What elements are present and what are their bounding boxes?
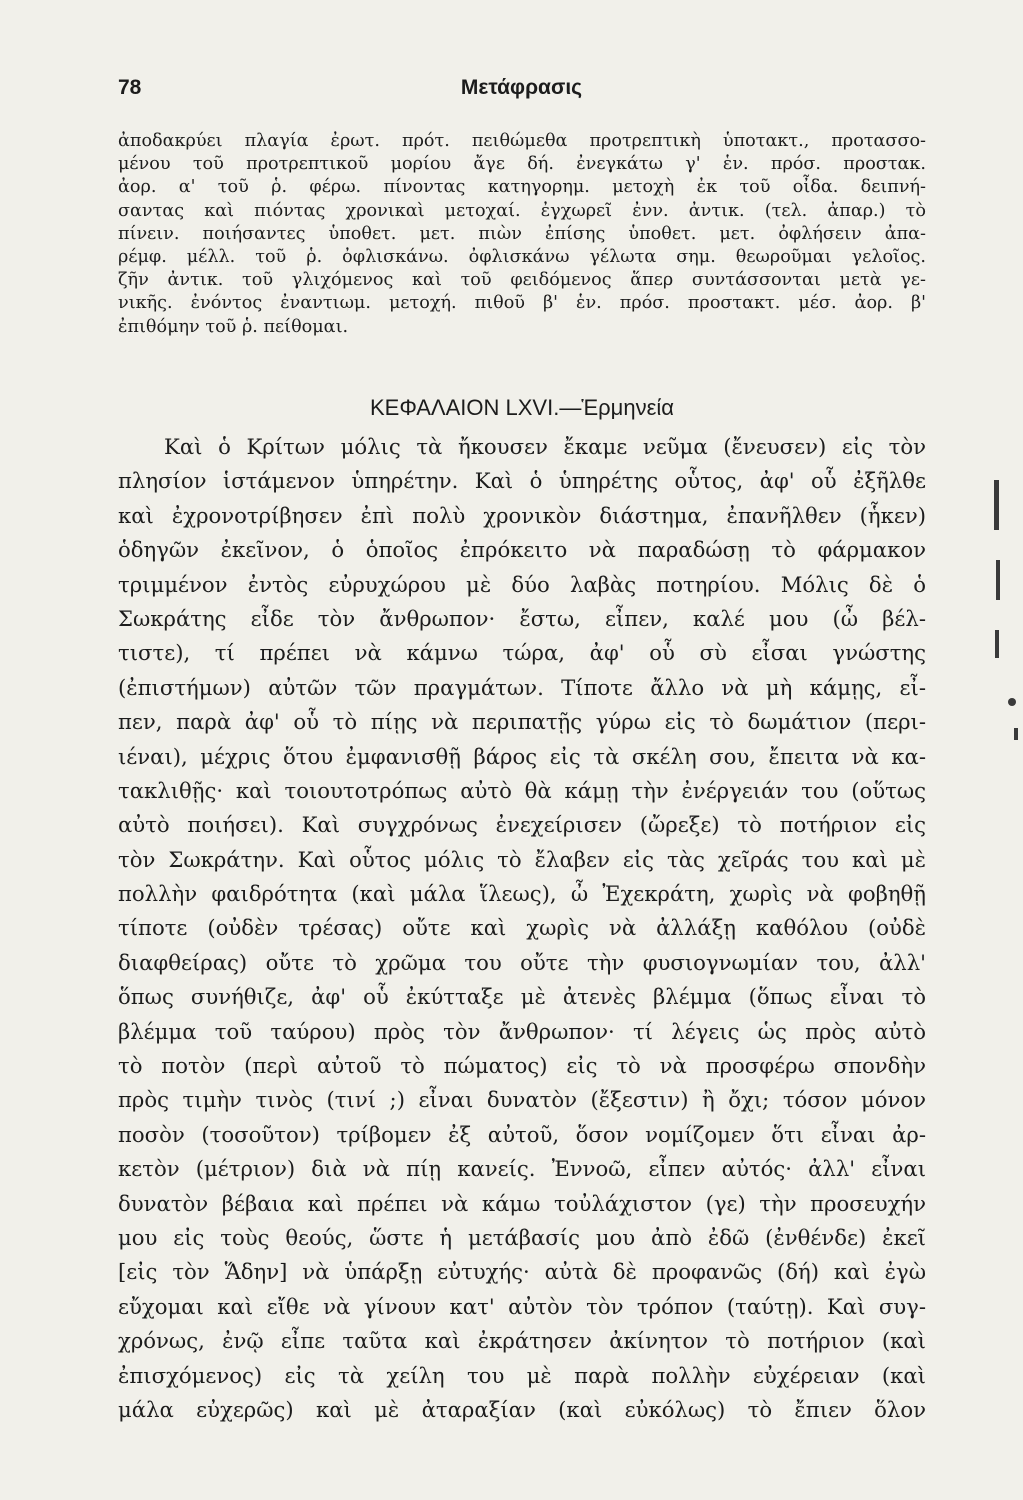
text-line: τριμμένον ἐντὸς εὐρυχώρου μὲ δύο λαβὰς ποτηρίου. Μόλις δὲ ὁ <box>118 571 926 597</box>
note-line: μένου τοῦ προτρεπτικοῦ μορίου ἄγε δή. ἐνεγκάτω γ' ἑν. πρόσ. προστακ. <box>118 154 926 175</box>
text-line: πολλὴν φαιδρότητα (καὶ μάλα ἵλεως), ὦ Ἐχεκράτη, χωρὶς νὰ φοβηθῇ <box>118 881 926 907</box>
running-title: Μετάφρασις <box>460 76 583 99</box>
text-line: εὔχομαι καὶ εἴθε νὰ γίνουν κατ' αὐτὸν τὸν τρόπον (ταύτῃ). Καὶ συγ- <box>118 1293 926 1319</box>
scan-mark <box>1014 728 1018 740</box>
note-line: σαντας καὶ πιόντας χρονικαὶ μετοχαί. ἐγχωρεῖ ἐνν. ἀντικ. (τελ. ἀπαρ.) τὸ <box>118 200 926 221</box>
text-line: [εἰς τὸν Ἅδην] νὰ ὑπάρξῃ εὐτυχής· αὐτὰ δὲ προφανῶς (δή) καὶ ἐγὼ <box>118 1259 926 1285</box>
text-line: τὸν Σωκράτην. Καὶ οὗτος μόλις τὸ ἔλαβεν εἰς τὰς χεῖράς του καὶ μὲ <box>118 846 926 872</box>
grammar-notes <box>118 130 926 339</box>
text-line: (ἐπιστήμων) αὐτῶν τῶν πραγμάτων. Τίποτε ἄλλο νὰ μὴ κάμῃς, εἶ- <box>118 674 926 700</box>
text-line: Καὶ ὁ Κρίτων μόλις τὰ ἤκουσεν ἔκαμε νεῦμα (ἔνευσεν) εἰς τὸν <box>164 434 926 459</box>
text-line: ἐπισχόμενος) εἰς τὰ χείλη του μὲ παρὰ πολλὴν εὐχέρειαν (καὶ <box>118 1362 926 1388</box>
text-line: Σωκράτης εἶδε τὸν ἄνθρωπον· ἔστω, εἶπεν, καλέ μου (ὦ βέλ- <box>118 605 926 631</box>
chapter-title: ΚΕΦΑΛΑΙΟΝ LXVI.—Ἑρμηνεία <box>369 395 674 420</box>
text-line: τιστε), τί πρέπει νὰ κάμνω τώρα, ἀφ' οὗ σὺ εἶσαι γνώστης <box>118 640 926 666</box>
scan-mark <box>994 480 999 530</box>
note-line: πίνειν. ποιήσαντες ὑποθετ. μετ. πιὼν ἐπίσης ὑποθετ. μετ. ὀφλήσειν ἀπα- <box>118 223 926 244</box>
text-line: διαφθείρας) οὔτε τὸ χρῶμα του οὔτε τὴν φυσιογνωμίαν του, ἀλλ' <box>118 949 926 975</box>
page-number: 78 <box>118 76 142 99</box>
scan-mark <box>995 630 999 658</box>
text-line: πλησίον ἱστάμενον ὑπηρέτην. Καὶ ὁ ὑπηρέτης οὗτος, ἀφ' οὗ ἐξῆλθε <box>118 468 926 494</box>
text-line: τακλιθῇς· καὶ τοιουτοτρόπως αὐτὸ θὰ κάμῃ τὴν ἐνέργειάν του (οὕτως <box>118 777 926 803</box>
text-line: βλέμμα τοῦ ταύρου) πρὸς τὸν ἄνθρωπον· τί λέγεις ὡς πρὸς αὐτὸ <box>118 1018 926 1044</box>
text-line: ὁδηγῶν ἐκεῖνον, ὁ ὁποῖος ἐπρόκειτο νὰ παραδώσῃ τὸ φάρμακον <box>118 537 926 563</box>
margin-scan-marks <box>980 460 1020 760</box>
scan-mark <box>996 560 1000 600</box>
text-line: μου εἰς τοὺς θεούς, ὥστε ἡ μετάβασίς μου ἀπὸ ἐδῶ (ἐνθένδε) ἐκεῖ <box>118 1224 926 1250</box>
text-line: τίποτε (οὐδὲν τρέσας) οὔτε καὶ χωρὶς νὰ ἀλλάξῃ καθόλου (οὐδὲ <box>118 915 926 941</box>
text-line: ὅπως συνήθιζε, ἀφ' οὗ ἐκύτταξε μὲ ἀτενὲς βλέμμα (ὅπως εἶναι τὸ <box>118 984 926 1010</box>
scan-mark <box>1008 698 1016 706</box>
text-line: ποσὸν (τοσοῦτον) τρίβομεν ἐξ αὐτοῦ, ὅσον νομίζομεν ὅτι εἶναι ἀρ- <box>118 1121 926 1147</box>
text-line: πρὸς τιμὴν τινὸς (τινί ;) εἶναι δυνατὸν (ἔξεστιν) ἢ ὄχι; τόσον μόνον <box>118 1087 926 1113</box>
note-line: ρέμφ. μέλλ. τοῦ ῥ. ὀφλισκάνω. ὀφλισκάνω γέλωτα σημ. θεωροῦμαι γελοῖος. <box>118 246 926 267</box>
translation-text <box>118 430 926 1427</box>
text-line: κετὸν (μέτριον) διὰ νὰ πίῃ κανείς. Ἐννοῶ, εἶπεν αὐτός· ἀλλ' εἶναι <box>118 1156 926 1182</box>
text-line: πεν, παρὰ ἀφ' οὗ τὸ πίῃς νὰ περιπατῇς γύρω εἰς τὸ δωμάτιον (περι- <box>118 709 926 735</box>
note-line: νικῆς. ἐνόντος ἐναντιωμ. μετοχή. πιθοῦ β' ἑν. πρόσ. προστακτ. μέσ. ἀορ. β' <box>118 293 926 314</box>
text-line: αὐτὸ ποιήσει). Καὶ συγχρόνως ἐνεχείρισεν (ὤρεξε) τὸ ποτήριον εἰς <box>118 812 926 838</box>
note-line: ἀποδακρύει πλαγία ἐρωτ. πρότ. πειθώμεθα προτρεπτικὴ ὑποτακτ., προτασσο- <box>118 131 926 151</box>
note-line: ἀορ. α' τοῦ ῥ. φέρω. πίνοντας κατηγορημ. μετοχὴ ἐκ τοῦ οἶδα. δειπνή- <box>118 177 926 198</box>
text-line: μάλα εὐχερῶς) καὶ μὲ ἀταραξίαν (καὶ εὐκόλως) τὸ ἔπιεν ὅλον <box>118 1396 926 1422</box>
text-line: τὸ ποτὸν (περὶ αὐτοῦ τὸ πώματος) εἰς τὸ νὰ προσφέρω σπονδὴν <box>118 1053 926 1079</box>
text-line: δυνατὸν βέβαια καὶ πρέπει νὰ κάμω τοὐλάχιστον (γε) τὴν προσευχήν <box>118 1190 926 1216</box>
text-line: ιέναι), μέχρις ὅτου ἐμφανισθῇ βάρος εἰς τὰ σκέλη σου, ἔπειτα νὰ κα- <box>118 743 926 769</box>
note-line: ζῆν ἀντικ. τοῦ γλιχόμενος καὶ τοῦ φειδόμενος ἅπερ συντάσσονται μετὰ γε- <box>118 270 926 291</box>
page-header <box>118 76 925 104</box>
note-line: ἐπιθόμην τοῦ ῥ. πείθομαι. <box>118 316 349 337</box>
text-line: καὶ ἐχρονοτρίβησεν ἐπὶ πολὺ χρονικὸν διάστημα, ἐπανῆλθεν (ἧκεν) <box>118 502 926 528</box>
text-line: χρόνως, ἐνῷ εἶπε ταῦτα καὶ ἐκράτησεν ἀκίνητον τὸ ποτήριον (καὶ <box>118 1328 926 1354</box>
